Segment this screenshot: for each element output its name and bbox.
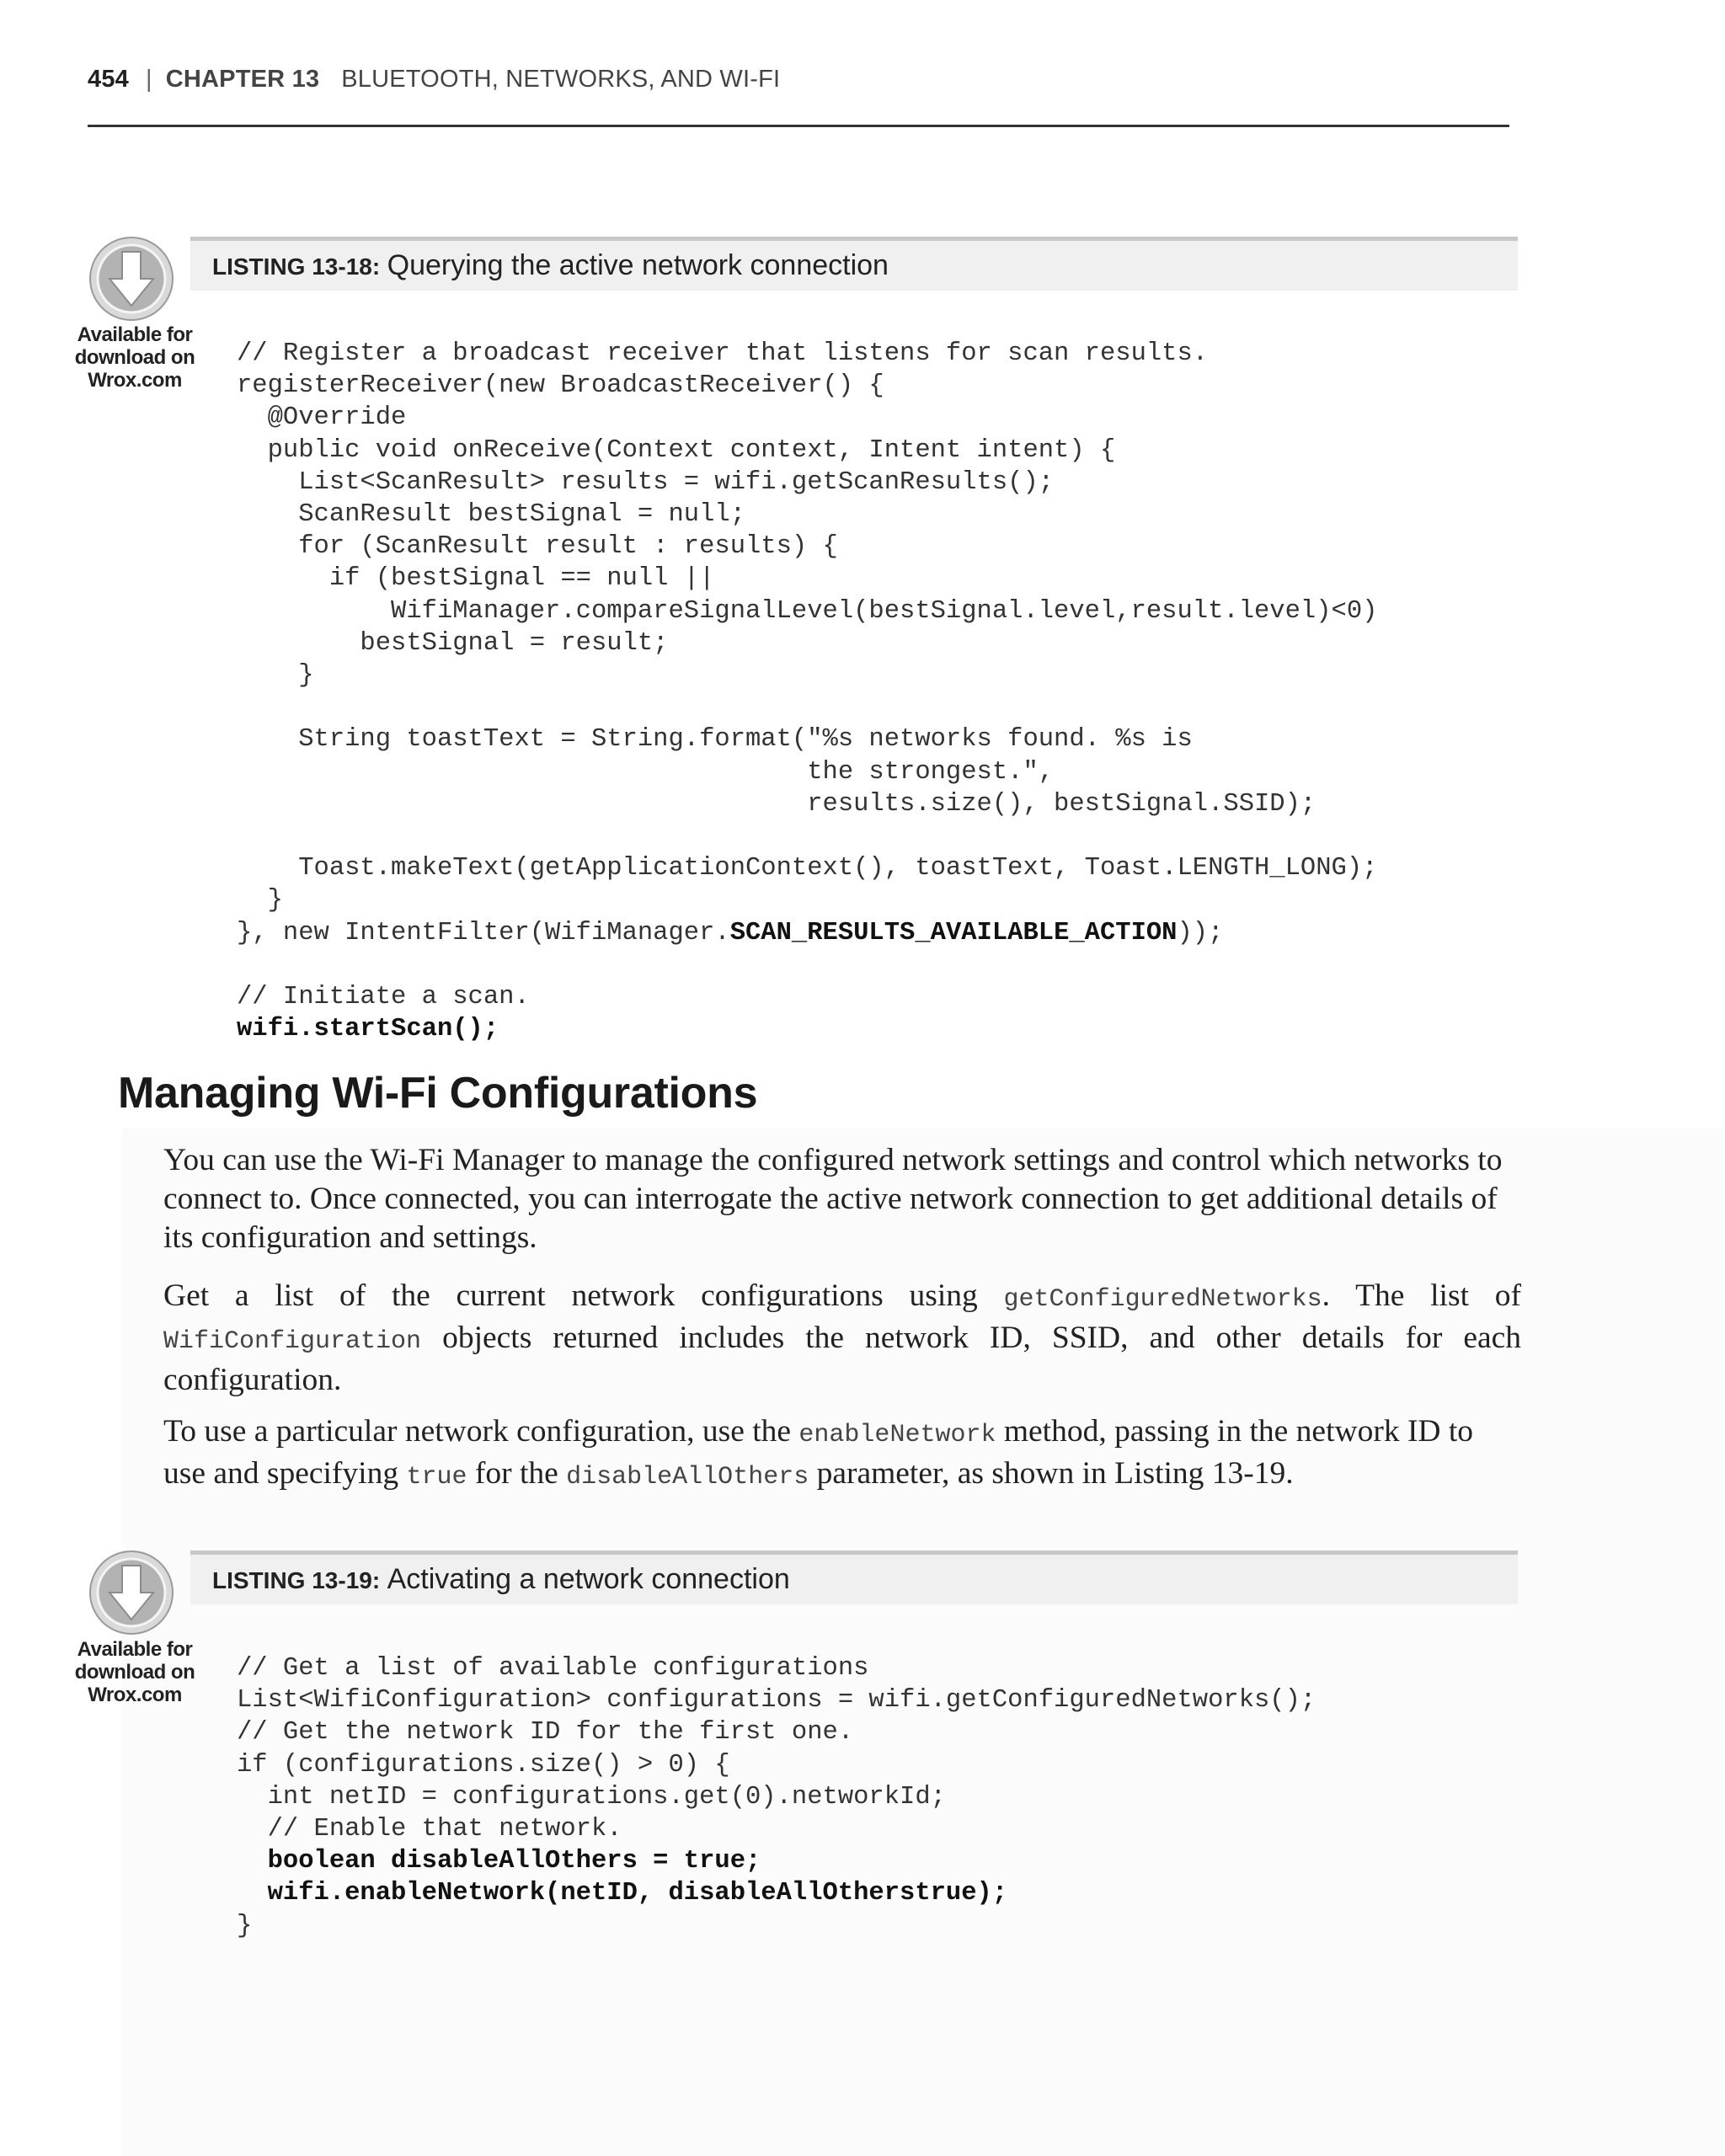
page-number: 454 (88, 66, 129, 93)
inline-code: disableAllOthers (566, 1463, 809, 1492)
inline-code: true (406, 1463, 467, 1492)
inline-code: getConfiguredNetworks (1003, 1285, 1322, 1314)
code-line: int netID = configurations.get(0).networkId; (237, 1782, 946, 1812)
code-listing (237, 338, 1377, 1045)
chapter-title: BLUETOOTH, NETWORKS, AND WI-FI (341, 66, 781, 93)
code-line-bold: boolean disableAllOthers = true; (237, 1847, 761, 1876)
listing-number: LISTING 13-18: (212, 253, 381, 280)
code-line: }, new IntentFilter(WifiManager. (237, 918, 730, 947)
code-listing (237, 1652, 1316, 1942)
download-arrow-icon[interactable] (88, 1549, 175, 1636)
code-line: )); (1177, 918, 1224, 947)
code-line: // Get the network ID for the first one. (237, 1718, 854, 1748)
running-header (88, 66, 780, 93)
listing-caption (212, 1563, 790, 1596)
listing-caption-bar (190, 237, 1518, 291)
listing-number: LISTING 13-19: (212, 1567, 381, 1593)
code-line: for (ScanResult result : results) { (237, 532, 838, 562)
listing-caption (212, 249, 889, 282)
code-line: List<ScanResult> results = wifi.getScanResults(); (237, 467, 1055, 497)
inline-code: WifiConfiguration (163, 1327, 422, 1356)
code-line: } (237, 1911, 253, 1940)
chapter-label: CHAPTER 13 (165, 66, 320, 93)
code-line: WifiManager.compareSignalLevel(bestSignal.level,result.level)<0) (237, 596, 1378, 626)
code-constant: SCAN_RESULTS_AVAILABLE_ACTION (729, 918, 1178, 947)
listing-caption-bar (190, 1550, 1518, 1604)
download-label[interactable]: Available for download on Wrox.com (74, 1638, 195, 1706)
section-heading: Managing Wi-Fi Configurations (118, 1069, 758, 1118)
code-line: @Override (237, 403, 407, 433)
code-line-bold: wifi.startScan(); (237, 1015, 499, 1044)
code-line: String toastText = String.format("%s networks found. %s is (237, 725, 1193, 755)
code-line: bestSignal = result; (237, 628, 669, 658)
code-line: registerReceiver(new BroadcastReceiver() { (237, 371, 884, 401)
paragraph: To use a particular network configuration, use the enableNetwork method, passing in the network ID to use and specifying true for the disableAllOthers parameter, as shown in Listing 13-19. (163, 1414, 1474, 1492)
code-line: // Enable that network. (237, 1815, 622, 1844)
code-line: // Initiate a scan. (237, 983, 530, 1012)
code-line: if (bestSignal == null || (237, 564, 715, 594)
code-line: Toast.makeText(getApplicationContext(), toastText, Toast.LENGTH_LONG); (237, 854, 1378, 883)
code-line: } (237, 886, 283, 915)
header-separator: | (146, 66, 152, 93)
download-label[interactable]: Available for download on Wrox.com (74, 323, 195, 392)
code-line: public void onReceive(Context context, Intent intent) { (237, 435, 1116, 465)
paragraph: Get a list of the current network configurations using getConfiguredNetworks. The list of WifiConfiguration objects returned includes the network ID, SSID, and other details for each configuration. (163, 1278, 1522, 1397)
code-line: if (configurations.size() > 0) { (237, 1750, 730, 1780)
code-line: results.size(), bestSignal.SSID); (237, 789, 1316, 819)
listing-title: Querying the active network connection (387, 249, 889, 281)
code-line: the strongest.", (237, 757, 1055, 787)
download-arrow-icon[interactable] (88, 235, 175, 323)
listing-title: Activating a network connection (387, 1563, 790, 1595)
code-line: ScanResult bestSignal = null; (237, 500, 745, 530)
code-line: } (237, 661, 314, 691)
header-rule (88, 125, 1509, 127)
paragraph: You can use the Wi-Fi Manager to manage the configured network settings and control which networks to connect to. Once connected, you can interrogate the active network connection to get additional details of its configuration and settings. (163, 1143, 1503, 1255)
code-line: List<WifiConfiguration> configurations = wifi.getConfiguredNetworks(); (237, 1686, 1316, 1716)
code-line-bold: wifi.enableNetwork(netID, disableAllOtherstrue); (237, 1879, 1008, 1908)
inline-code: enableNetwork (798, 1421, 996, 1449)
code-line: // Register a broadcast receiver that listens for scan results. (237, 339, 1209, 368)
code-line: // Get a list of available configurations (237, 1654, 869, 1683)
